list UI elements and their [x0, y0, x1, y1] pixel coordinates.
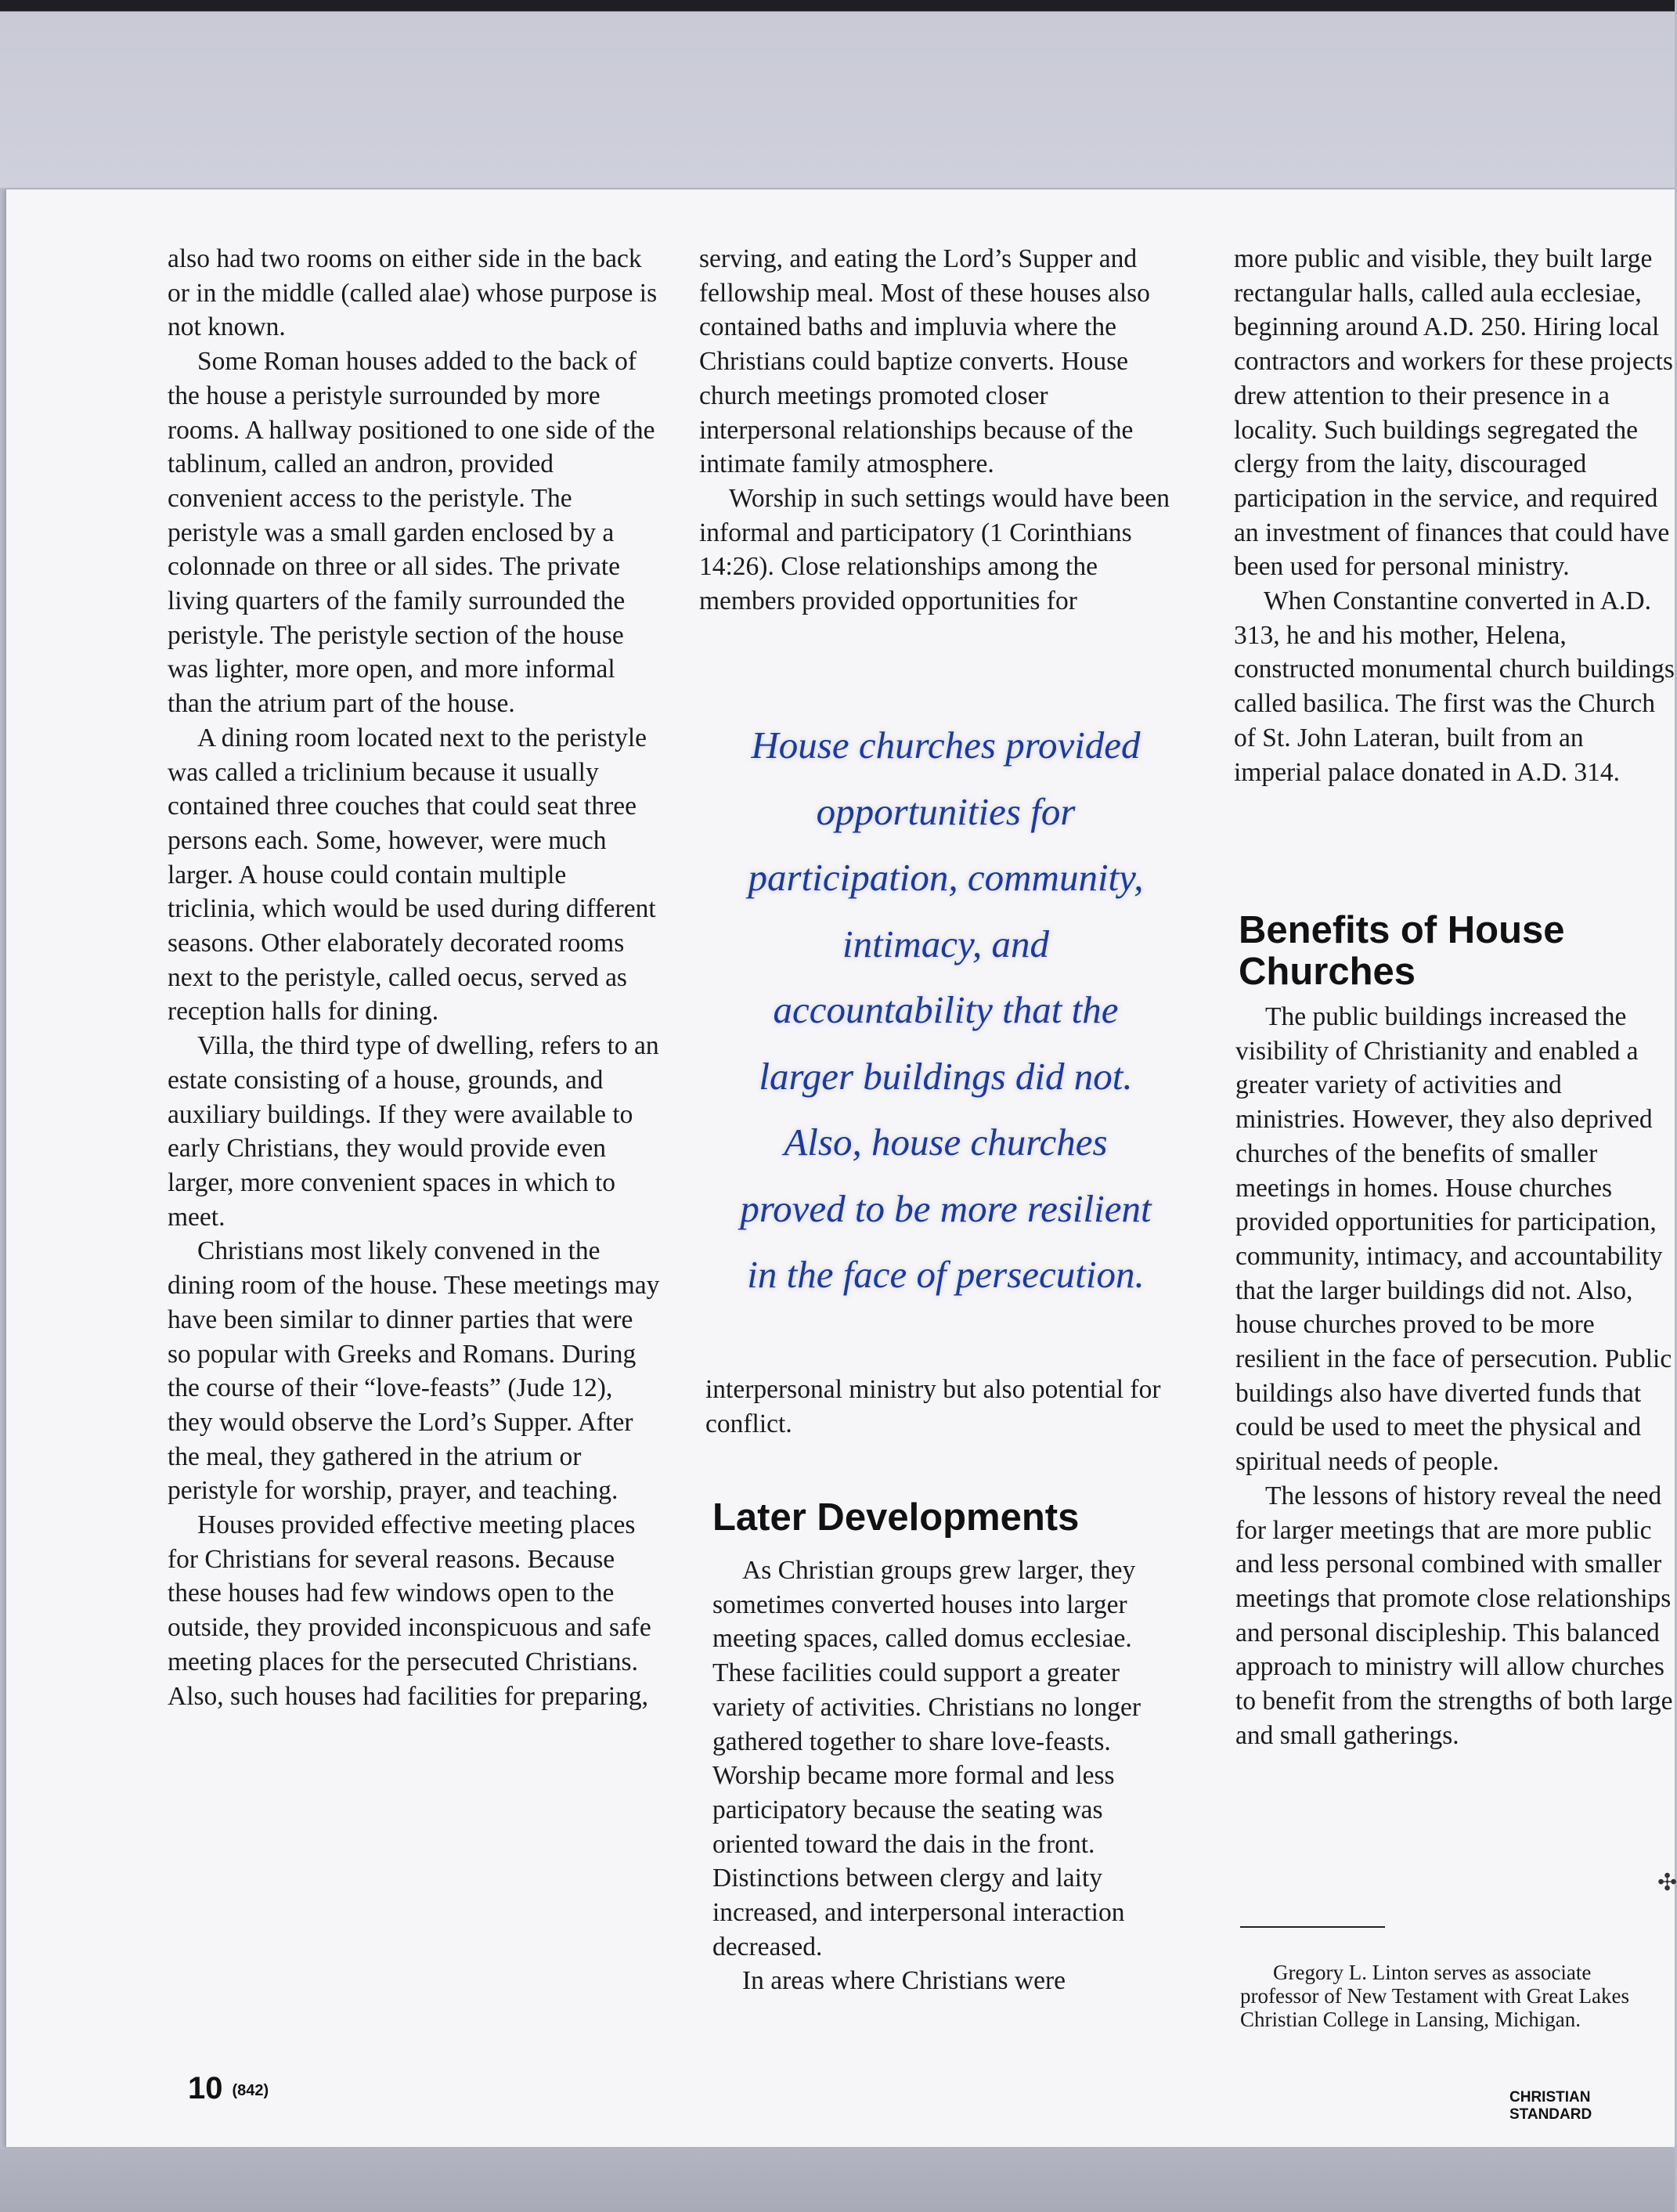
- pull-quote: [695, 713, 1196, 1308]
- paragraph: The public buildings increased the visibility of Christianity and enabled a greater variety of activities and ministries. However, they also deprived churches of the benefits of smaller meetings in homes. House churches provided opportunities for participation, community, intimacy, and accountability that the larger buildings did not. Also, house churches proved to be more resilient in the face of persecution. Public buildings also have diverted funds that could be used to meet the physical and spiritual needs of people.: [1235, 1002, 1672, 1477]
- bio-divider: [1240, 1926, 1385, 1928]
- column-3-top: [1234, 242, 1675, 789]
- scan-top-background: [0, 0, 1675, 188]
- publication-footer: CHRISTIAN STANDARD: [1509, 2089, 1592, 2123]
- section-heading-later-developments: Later Developments: [712, 1496, 1080, 1539]
- pull-quote-line: House churches provided: [751, 724, 1141, 767]
- pull-quote-line: participation, community,: [748, 856, 1144, 899]
- column-1: [168, 242, 661, 1713]
- author-bio: Gregory L. Linton serves as associate professor of New Testament with Great Lakes Christian College in Lansing, Michigan.: [1240, 1961, 1629, 2031]
- pull-quote-line: Also, house churches: [784, 1120, 1108, 1164]
- pull-quote-line: proved to be more resilient: [740, 1186, 1152, 1230]
- paragraph: A dining room located next to the peristyle was called a triclinium because it usually contained three couches that could seat three persons each. Some, however, were much larger. A house could contain multiple triclinia, which would be used during different seasons. Other elaborately decorated rooms next to the peristyle, called oecus, served as reception halls for dining.: [168, 723, 656, 1027]
- paragraph: more public and visible, they built large rectangular halls, called aula ecclesiae, beginning around A.D. 250. Hiring local contractors and workers for these projects drew attention to their presence in a locality. Such buildings segregated the clergy from the laity, discouraged participation in the service, and required an investment of finances that could have been used for personal ministry.: [1234, 244, 1673, 582]
- paragraph: Worship in such settings would have been informal and participatory (1 Corinthians 14:26). Close relationships among the members provided opportunities for: [699, 483, 1170, 616]
- scan-bottom-background: [0, 2149, 1675, 2212]
- paragraph: Villa, the third type of dwelling, refers to an estate consisting of a house, grounds, and auxiliary buildings. If they were available to early Christians, they would provide even larger, more convenient spaces in which to meet.: [168, 1031, 659, 1232]
- end-mark-icon: ✣: [1657, 1870, 1677, 1896]
- paragraph: In areas where Christians were: [742, 1966, 1066, 1996]
- pull-quote-line: accountability that the: [773, 988, 1119, 1031]
- paragraph: As Christian groups grew larger, they sometimes converted houses into larger meeting spaces, called domus ecclesiae. These facilities could support a greater variety of activities. Christians no longer gathered together to share love-feasts. Worship became more formal and less participatory because the seating was oriented toward the dais in the front. Distinctions between clergy and laity increased, and interpersonal interaction decreased.: [712, 1556, 1141, 1961]
- column-3-bottom: [1235, 1000, 1676, 1752]
- page-number-main: 10: [188, 2071, 223, 2106]
- paragraph: Some Roman houses added to the back of the house a peristyle surrounded by more rooms. A hallway positioned to one side of the tablinum, called an andron, provided convenient access to the peristyle. The peristyle was a small garden enclosed by a colonnade on three or all sides. The private living quarters of the family surrounded the peristyle. The peristyle section of the house was lighter, more open, and more informal than the atrium part of the house.: [168, 347, 655, 719]
- paragraph: When Constantine converted in A.D. 313, he and his mother, Helena, constructed monumental church buildings called basilica. The first was the Church of St. John Lateran, built from an imperial palace donated in A.D. 314.: [1234, 586, 1675, 787]
- paragraph: also had two rooms on either side in the back or in the middle (called alae) whose purpose is not known.: [168, 244, 658, 342]
- column-2-top: [699, 242, 1177, 619]
- pull-quote-line: in the face of persecution.: [747, 1253, 1145, 1296]
- paragraph: The lessons of history reveal the need for larger meetings that are more public and less personal combined with smaller meetings that promote close relationships and personal discipleship. This balanced approach to ministry will allow churches to benefit from the strengths of both large and small gatherings.: [1235, 1481, 1673, 1750]
- magazine-page: [6, 189, 1675, 2147]
- column-2-bottom: [712, 1553, 1182, 1998]
- paragraph: Christians most likely convened in the dining room of the house. These meetings may have been similar to dinner parties that were so popular with Greeks and Romans. During the course of their “love-feasts” (Jude 12), they would observe the Lord’s Supper. After the meal, they gathered in the atrium or peristyle for worship, prayer, and teaching.: [168, 1236, 660, 1506]
- paragraph: interpersonal ministry but also potential for conflict.: [705, 1375, 1161, 1438]
- pull-quote-line: intimacy, and: [842, 922, 1050, 965]
- column-2-middle: [705, 1373, 1183, 1441]
- section-heading-benefits: Benefits of House Churches: [1239, 909, 1565, 993]
- paragraph: serving, and eating the Lord’s Supper and fellowship meal. Most of these houses also contained baths and impluvia where the Christians could baptize converts. House church meetings promoted closer interpersonal relationships because of the intimate family atmosphere.: [699, 244, 1150, 479]
- page-number: [188, 2071, 269, 2106]
- paragraph: Houses provided effective meeting places for Christians for several reasons. Because these houses had few windows open to the outside, they provided inconspicuous and safe meeting places for the persecuted Christians. Also, such houses had facilities for preparing,: [168, 1510, 651, 1711]
- pull-quote-line: opportunities for: [816, 789, 1076, 833]
- page-number-sub: (842): [232, 2082, 269, 2099]
- pull-quote-line: larger buildings did not.: [759, 1054, 1133, 1098]
